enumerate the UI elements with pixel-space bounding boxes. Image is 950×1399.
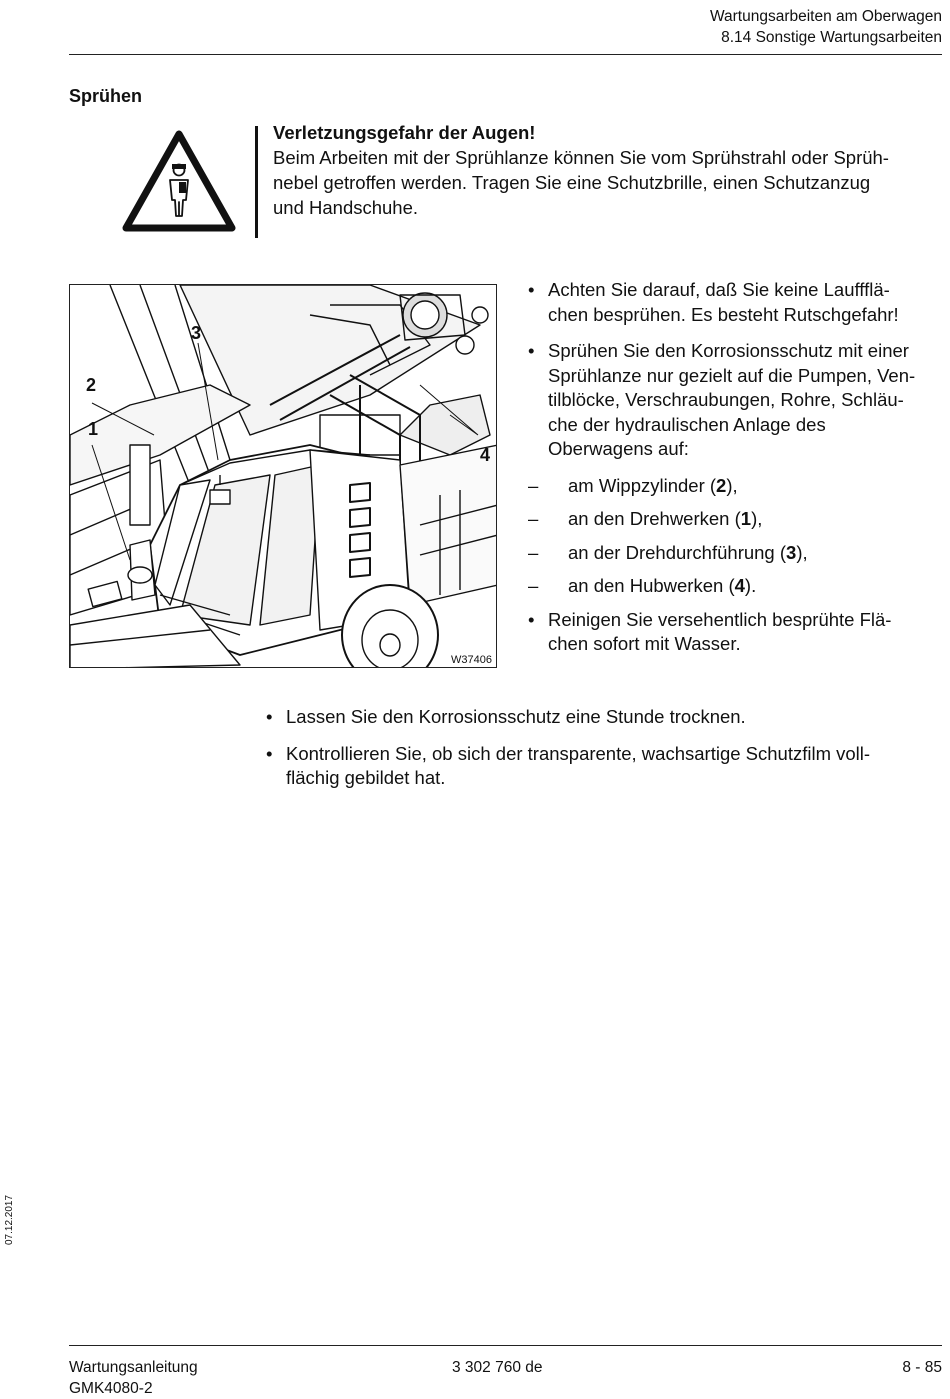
list-line: Sprühlanze nur gezielt auf die Pumpen, Ven- [548, 364, 916, 386]
footer-doc-number: 3 302 760 de [452, 1359, 543, 1376]
warning-text [273, 120, 943, 220]
warning-line: Beim Arbeiten mit der Sprühlanze können Sie vom Sprühstrahl oder Sprüh- [273, 147, 889, 168]
list-line: flächig gebildet hat. [286, 767, 446, 788]
footer-rule [69, 1345, 942, 1346]
figure-callout-4: 4 [480, 445, 491, 465]
list-item [528, 474, 946, 499]
eye-protection-warning-icon [122, 130, 236, 232]
figure-callout-1: 1 [88, 419, 99, 439]
list-line: • Lassen Sie den Korrosionsschutz eine Stunde trocknen. [286, 706, 746, 727]
running-header [710, 6, 942, 48]
list-line: tilblöcke, Verschraubungen, Rohre, Schläu- [548, 389, 904, 410]
callout-ref: 3 [786, 541, 797, 563]
callout-ref: 2 [716, 474, 727, 496]
instructions-list [528, 278, 946, 669]
list-item [528, 574, 946, 599]
list-item [528, 608, 946, 657]
figure-callout-2: 2 [86, 375, 97, 395]
list-text: am Wippzylinder ( [568, 474, 717, 496]
figure-code: W37406 [451, 654, 492, 666]
header-rule [69, 54, 942, 55]
list-line: Oberwagens auf: [548, 438, 689, 459]
list-item [528, 278, 946, 327]
figure-callout-3: 3 [191, 323, 202, 343]
header-chapter: Wartungsarbeiten am Oberwagen [709, 8, 942, 25]
list-line: chen sofort mit Wasser. [548, 633, 741, 654]
list-line: • Kontrollieren Sie, ob sich der transparente, wachsartige Schutzfilm voll- [286, 742, 871, 764]
list-text: ). [744, 575, 757, 596]
list-text: ), [751, 508, 763, 529]
follow-up-list [266, 705, 946, 803]
list-text: ), [796, 541, 808, 563]
footer-model: GMK4080-2 [69, 1380, 153, 1397]
list-text: ), [726, 474, 738, 496]
warning-line: und Handschuhe. [273, 197, 419, 218]
warning-heading: Verletzungsgefahr der Augen! [273, 122, 536, 143]
list-item [266, 705, 946, 730]
warning-line: nebel getroffen werden. Tragen Sie eine Schutzbrille, einen Schutzanzug [273, 172, 871, 193]
list-line: • Achten Sie darauf, daß Sie keine Lauffflä- [548, 279, 890, 300]
list-item [528, 339, 946, 462]
callout-ref: 1 [740, 508, 752, 529]
list-item [528, 541, 946, 566]
footer-page-number: 8 - 85 [902, 1359, 942, 1376]
list-text: an der Drehdurchführung ( [568, 541, 787, 563]
list-text: an den Hubwerken ( [568, 575, 735, 596]
footer-left [69, 1357, 198, 1399]
list-line: chen besprühen. Es besteht Rutschgefahr! [548, 303, 899, 325]
list-line: che der hydraulischen Anlage des [548, 413, 826, 435]
callout-ref: 4 [734, 575, 745, 596]
header-section: 8.14 Sonstige Wartungsarbeiten [721, 29, 942, 46]
list-line: • Reinigen Sie versehentlich besprühte Flä- [548, 608, 892, 630]
list-item [528, 507, 946, 532]
list-text: an den Drehwerken ( [568, 508, 741, 529]
list-item [266, 742, 946, 791]
warning-side-bar [255, 126, 258, 238]
crane-superstructure-figure [69, 284, 497, 668]
side-date: 07.12.2017 [4, 1194, 15, 1245]
section-title: Sprühen [69, 86, 143, 106]
list-line: • Sprühen Sie den Korrosionsschutz mit einer [548, 340, 909, 361]
footer-doc-type: Wartungsanleitung [69, 1359, 198, 1376]
